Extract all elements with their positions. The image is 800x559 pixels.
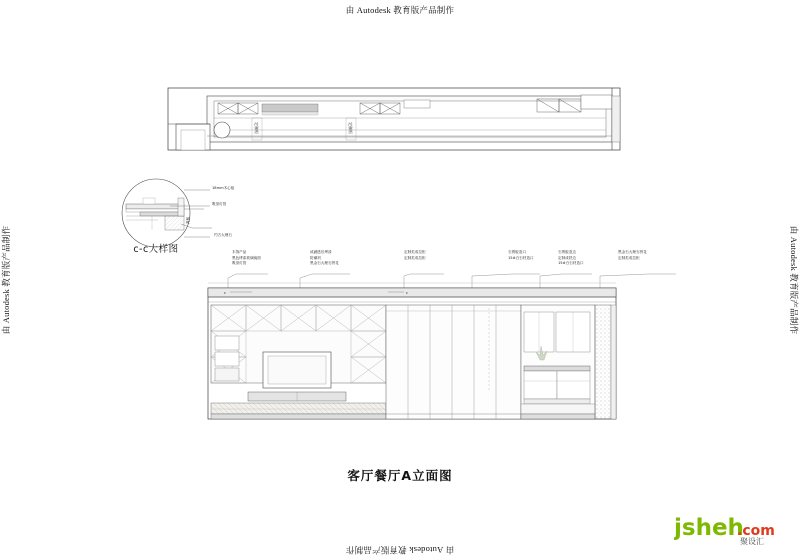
plan-label-0: 定制柜 (254, 122, 259, 134)
watermark-text-bottom: 由 Autodesk 教育版产品制作 (345, 545, 455, 555)
elevation-label-1-2: 黑金石大理石拼花 (310, 261, 339, 266)
detail-callout-view (122, 179, 212, 247)
detail-label-1: 吸顶灯管 (212, 202, 227, 206)
site-logo[interactable] (674, 511, 792, 545)
elevation-label-2-1: 定制类成拉柜 (404, 255, 426, 260)
logo-suffix: .com (737, 523, 775, 539)
watermark-text-left: 由 Autodesk 教育版产品制作 (1, 225, 12, 334)
elevation-label-3-1: 15#白石材造口 (508, 255, 534, 260)
elevation-label-1-1: 防潮剂 (310, 255, 321, 260)
elevation-label-group-3 (508, 250, 534, 261)
elevation-label-2-0: 定制类成拉柜 (404, 250, 426, 254)
elevation-wardrobe-bay (386, 305, 521, 419)
elevation-label-1-0: 咸涵透后烤漆 (310, 250, 332, 254)
detail-view-title: c-c大样图 (133, 244, 179, 255)
detail-label-3: 膏板 (186, 216, 190, 224)
elevation-label-4-1: 定制成铁边 (558, 255, 576, 260)
elevation-leader-lines (228, 274, 676, 288)
elevation-label-group-0 (232, 250, 261, 267)
elevation-dining-sideboard (521, 305, 616, 419)
elevation-view (208, 274, 676, 419)
elevation-label-5-1: 定制类成拉柜 (618, 255, 640, 260)
elevation-label-5-0: 黑金石大理石拼花 (618, 250, 647, 254)
elevation-label-group-5 (618, 250, 647, 261)
elevation-label-group-4 (558, 250, 584, 267)
logo-brand: jsheh (674, 515, 744, 541)
detail-label-2: 约古大理石 (214, 233, 232, 237)
elevation-label-group-2 (404, 250, 426, 261)
logo-sub: 聚设汇 (740, 537, 764, 545)
detail-label-0: 18mm木心板 (212, 186, 235, 190)
section-mark-c-left: c (224, 291, 226, 295)
elevation-label-4-2: 15#白石材造口 (558, 261, 584, 266)
plan-label-1: 定制柜 (348, 122, 353, 134)
elevation-label-4-0: 石膏板造边 (558, 250, 576, 254)
page-title: 客厅餐厅A立面图 (347, 468, 453, 483)
elevation-label-group-1 (310, 250, 339, 267)
elevation-label-0-0: 木饰产品 (232, 250, 247, 254)
section-mark-c-right: c (406, 291, 408, 295)
ceiling-plan-view (168, 88, 620, 150)
watermark-text-top: 由 Autodesk 教育版产品制作 (345, 5, 455, 15)
watermark-text-right: 由 Autodesk 教育版产品制作 (788, 225, 799, 334)
elevation-label-3-0: 石膏板造口 (508, 250, 526, 254)
elevation-label-0-1: 黑色烤漆玻璃镜面 (232, 255, 261, 260)
elevation-label-0-2: 吸顶灯管 (232, 261, 247, 266)
